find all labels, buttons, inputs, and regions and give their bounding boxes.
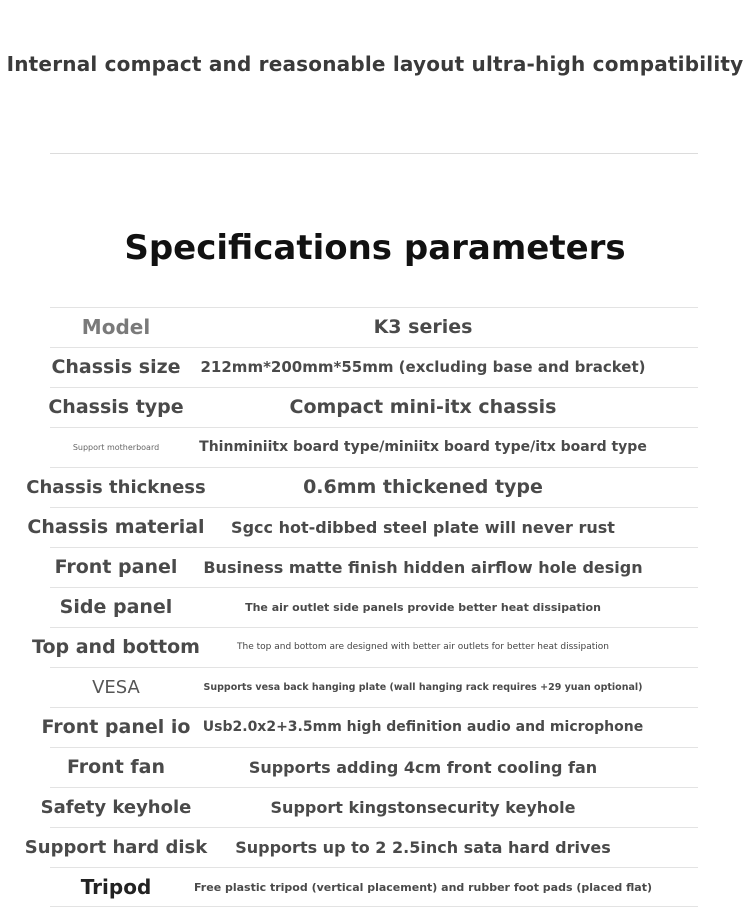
spec-value: The air outlet side panels provide better heat dissipation [245,600,601,614]
spec-value: Free plastic tripod (vertical placement) and rubber foot pads (placed flat) [194,880,652,894]
spec-row-support-motherboard [0,427,750,467]
spec-label: Top and bottom [32,636,200,658]
spec-row-front-fan [0,747,750,787]
spec-value: 212mm*200mm*55mm (excluding base and bracket) [200,358,646,376]
spec-label: VESA [92,676,140,698]
spec-label: Side panel [59,596,173,618]
spec-label: Chassis thickness [26,476,206,498]
spec-label: Front panel [54,556,178,578]
spec-row-chassis-size [0,347,750,387]
spec-label: Chassis material [27,516,205,538]
spec-row-support-hard-disk [0,827,750,867]
spec-row-tripod [0,867,750,907]
spec-value: Compact mini-itx chassis [289,396,557,418]
spec-row-chassis-type [0,387,750,427]
spec-label: Tripod [80,875,152,899]
spec-label: Chassis size [51,356,181,378]
spec-value: Supports vesa back hanging plate (wall hanging rack requires +29 yuan optional) [203,681,643,693]
spec-value: 0.6mm thickened type [303,476,543,498]
spec-value: The top and bottom are designed with better air outlets for better heat dissipation [237,642,609,652]
section-divider [50,153,698,154]
spec-label: Support motherboard [72,442,160,452]
spec-value: Thinminiitx board type/miniitx board type/itx board type [199,439,647,455]
spec-row-front-panel [0,547,750,587]
spec-table [0,307,750,907]
spec-row-chassis-thickness [0,467,750,507]
page-heading: Internal compact and reasonable layout ultra-high compatibility [6,52,744,76]
spec-label: Front panel io [41,716,191,738]
spec-value: Supports adding 4cm front cooling fan [248,757,598,777]
spec-row-model [0,307,750,347]
spec-value: Supports up to 2 2.5inch sata hard drives [235,837,611,857]
spec-label: Front fan [66,756,166,778]
spec-value: Usb2.0x2+3.5mm high definition audio and microphone [202,719,644,735]
spec-value: Business matte finish hidden airflow hole design [203,557,643,577]
spec-row-side-panel [0,587,750,627]
spec-row-chassis-material [0,507,750,547]
spec-label: Chassis type [48,396,184,418]
spec-value: Support kingstonsecurity keyhole [270,797,576,817]
spec-row-top-and-bottom [0,627,750,667]
spec-row-front-panel-io [0,707,750,747]
spec-row-safety-keyhole [0,787,750,827]
spec-value: Sgcc hot-dibbed steel plate will never rust [231,517,615,537]
spec-label: Safety keyhole [40,796,192,818]
spec-title: Specifications parameters [124,228,626,268]
spec-value: K3 series [373,316,473,338]
spec-label: Model [81,315,151,339]
spec-row-vesa [0,667,750,707]
spec-label: Support hard disk [24,836,208,858]
